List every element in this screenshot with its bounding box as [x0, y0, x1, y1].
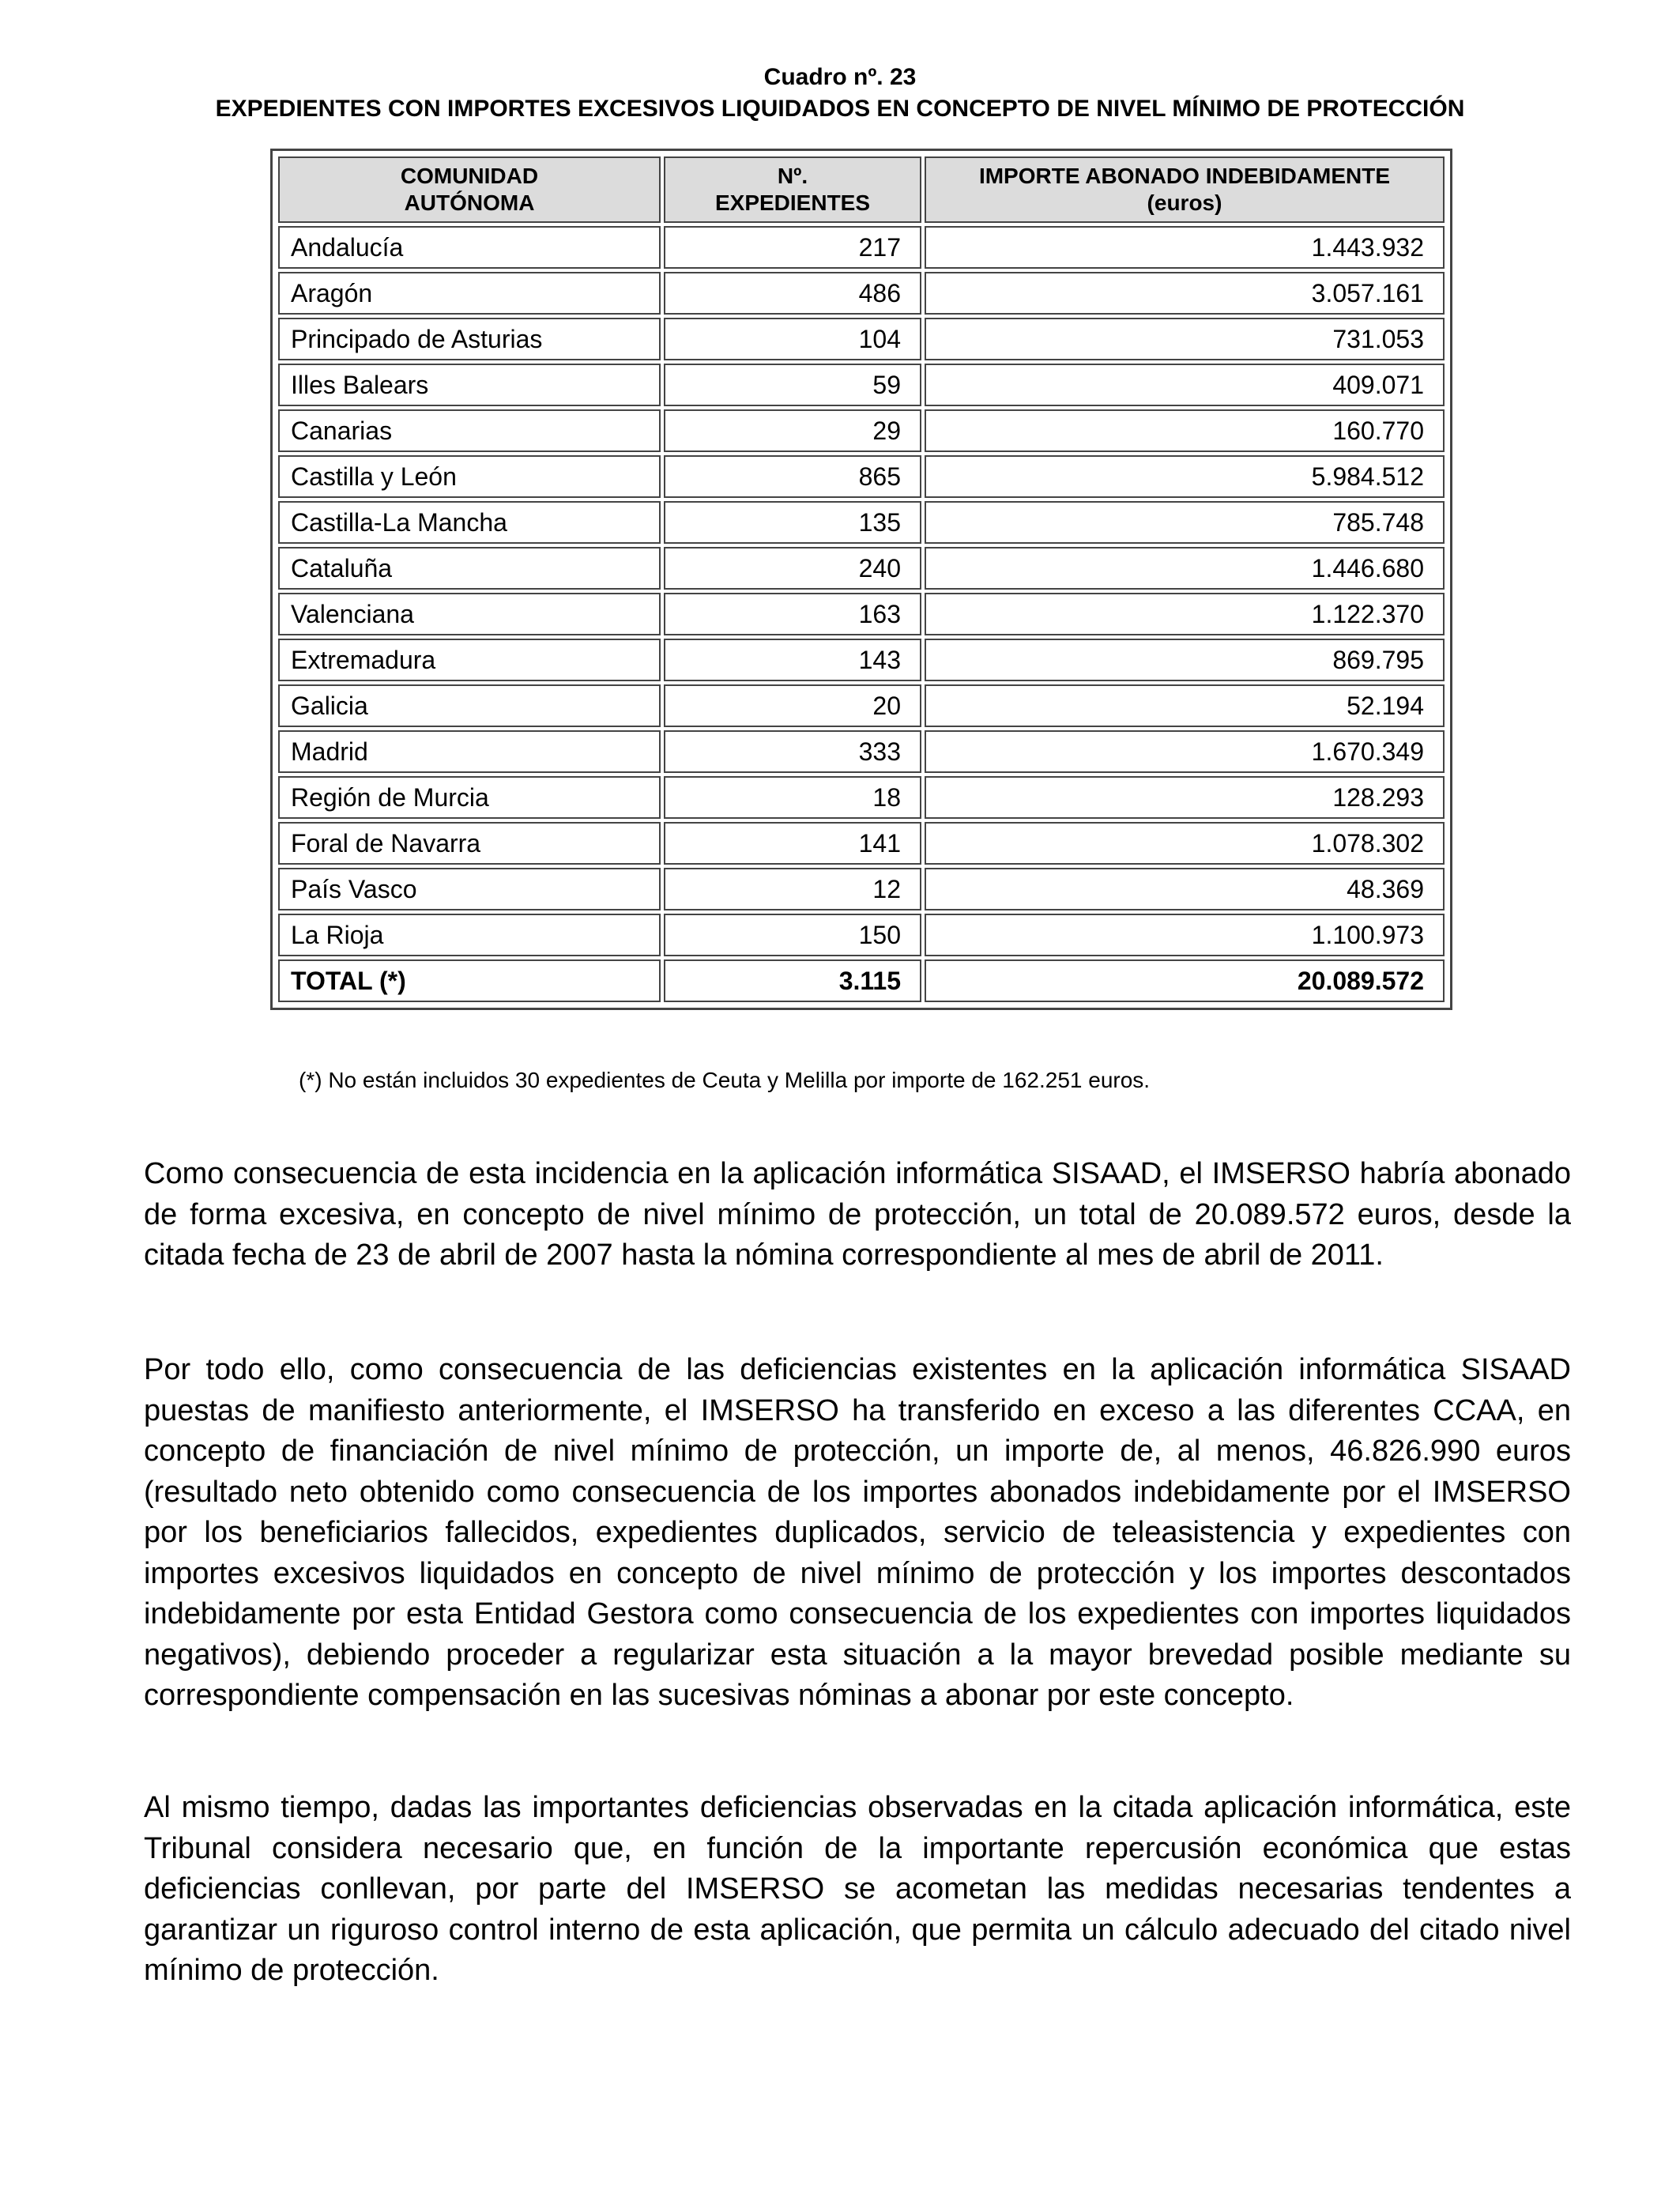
cell-importe: 1.100.973: [925, 914, 1445, 956]
table-row: [278, 226, 1445, 269]
cell-importe: 869.795: [925, 639, 1445, 681]
cell-comunidad: Extremadura: [278, 639, 661, 681]
cell-comunidad: Castilla y León: [278, 455, 661, 498]
cell-comunidad: Cataluña: [278, 547, 661, 590]
cell-expedientes: 12: [664, 868, 921, 910]
header-expedientes: Nº. EXPEDIENTES: [664, 156, 921, 223]
cell-expedientes: 135: [664, 501, 921, 544]
data-table-frame: [270, 149, 1452, 1010]
table-row: [278, 455, 1445, 498]
cell-comunidad: Canarias: [278, 409, 661, 452]
cell-expedientes: 486: [664, 272, 921, 315]
cell-comunidad: Aragón: [278, 272, 661, 315]
cell-expedientes: 865: [664, 455, 921, 498]
cell-comunidad: Andalucía: [278, 226, 661, 269]
table-row: [278, 593, 1445, 635]
cell-importe: 731.053: [925, 318, 1445, 360]
table-row: [278, 318, 1445, 360]
cell-importe: 1.122.370: [925, 593, 1445, 635]
cell-expedientes: 3.115: [664, 959, 921, 1002]
cell-importe: 3.057.161: [925, 272, 1445, 315]
table-row: [278, 639, 1445, 681]
table-header-row: [278, 156, 1445, 223]
cell-comunidad: País Vasco: [278, 868, 661, 910]
table-row: [278, 684, 1445, 727]
table-row: [278, 409, 1445, 452]
cell-expedientes: 143: [664, 639, 921, 681]
table-row: [278, 868, 1445, 910]
cell-expedientes: 141: [664, 822, 921, 865]
cell-importe: 20.089.572: [925, 959, 1445, 1002]
cell-importe: 160.770: [925, 409, 1445, 452]
table-total-row: [278, 959, 1445, 1002]
paragraph-1: Como consecuencia de esta incidencia en la aplicación informática SISAAD, el IMSERSO habría abonado de forma excesiva, en concepto de nivel mínimo de protección, un total de 20.089.572 euros, desde la citada fecha de 23 de abril de 2007 hasta la nómina correspondiente al mes de abril de 2011.: [144, 1157, 1571, 1272]
cell-comunidad: La Rioja: [278, 914, 661, 956]
cell-expedientes: 18: [664, 776, 921, 819]
cell-comunidad: Galicia: [278, 684, 661, 727]
cell-comunidad: Foral de Navarra: [278, 822, 661, 865]
table-caption-number: Cuadro nº. 23: [763, 64, 917, 90]
cell-comunidad: Illes Balears: [278, 364, 661, 406]
cell-expedientes: 104: [664, 318, 921, 360]
cell-importe: 1.670.349: [925, 730, 1445, 773]
data-table: [275, 153, 1448, 1005]
cell-expedientes: 217: [664, 226, 921, 269]
header-importe: IMPORTE ABONADO INDEBIDAMENTE (euros): [925, 156, 1445, 223]
cell-importe: 1.443.932: [925, 226, 1445, 269]
cell-comunidad: Madrid: [278, 730, 661, 773]
table-row: [278, 364, 1445, 406]
cell-expedientes: 29: [664, 409, 921, 452]
cell-importe: 409.071: [925, 364, 1445, 406]
cell-comunidad: Principado de Asturias: [278, 318, 661, 360]
table-row: [278, 822, 1445, 865]
cell-comunidad: Valenciana: [278, 593, 661, 635]
table-row: [278, 272, 1445, 315]
table-row: [278, 501, 1445, 544]
cell-importe: 785.748: [925, 501, 1445, 544]
table-caption-title: EXPEDIENTES CON IMPORTES EXCESIVOS LIQUIDADOS EN CONCEPTO DE NIVEL MÍNIMO DE PROTECCIÓN: [215, 96, 1465, 122]
cell-expedientes: 163: [664, 593, 921, 635]
cell-expedientes: 59: [664, 364, 921, 406]
cell-expedientes: 333: [664, 730, 921, 773]
cell-importe: 1.446.680: [925, 547, 1445, 590]
cell-importe: 1.078.302: [925, 822, 1445, 865]
cell-expedientes: 20: [664, 684, 921, 727]
header-comunidad: COMUNIDAD AUTÓNOMA: [278, 156, 661, 223]
cell-comunidad: Región de Murcia: [278, 776, 661, 819]
table-row: [278, 547, 1445, 590]
table-row: [278, 730, 1445, 773]
cell-importe: 52.194: [925, 684, 1445, 727]
cell-comunidad: TOTAL (*): [278, 959, 661, 1002]
cell-importe: 128.293: [925, 776, 1445, 819]
paragraph-3: Al mismo tiempo, dadas las importantes deficiencias observadas en la citada aplicación informática, este Tribunal considera necesario que, en función de la importante repercusión económica que estas deficiencias conllevan, por parte del IMSERSO se acometan las medidas necesarias tendentes a garantizar un riguroso control interno de esta aplicación, que permita un cálculo adecuado del citado nivel mínimo de protección.: [144, 1791, 1571, 1987]
table-row: [278, 914, 1445, 956]
table-footnote: (*) No están incluidos 30 expedientes de Ceuta y Melilla por importe de 162.251 euros.: [299, 1068, 1151, 1092]
cell-expedientes: 150: [664, 914, 921, 956]
cell-comunidad: Castilla-La Mancha: [278, 501, 661, 544]
cell-expedientes: 240: [664, 547, 921, 590]
cell-importe: 48.369: [925, 868, 1445, 910]
cell-importe: 5.984.512: [925, 455, 1445, 498]
table-row: [278, 776, 1445, 819]
paragraph-2: Por todo ello, como consecuencia de las deficiencias existentes en la aplicación informática SISAAD puestas de manifiesto anteriormente, el IMSERSO ha transferido en exceso a las diferentes CCAA, en concepto de financiación de nivel mínimo de protección, un importe de, al menos, 46.826.990 euros (resultado neto obtenido como consecuencia de los importes abonados indebidamente por el IMSERSO por los beneficiarios fallecidos, expedientes duplicados, servicio de teleasistencia y expedientes con importes excesivos liquidados en concepto de nivel mínimo de protección y los importes descontados indebidamente por esta Entidad Gestora como consecuencia de los expedientes con importes liquidados negativos), debiendo proceder a regularizar esta situación a la mayor brevedad posible mediante su correspondiente compensación en las sucesivas nóminas a abonar por este concepto.: [144, 1353, 1571, 1712]
